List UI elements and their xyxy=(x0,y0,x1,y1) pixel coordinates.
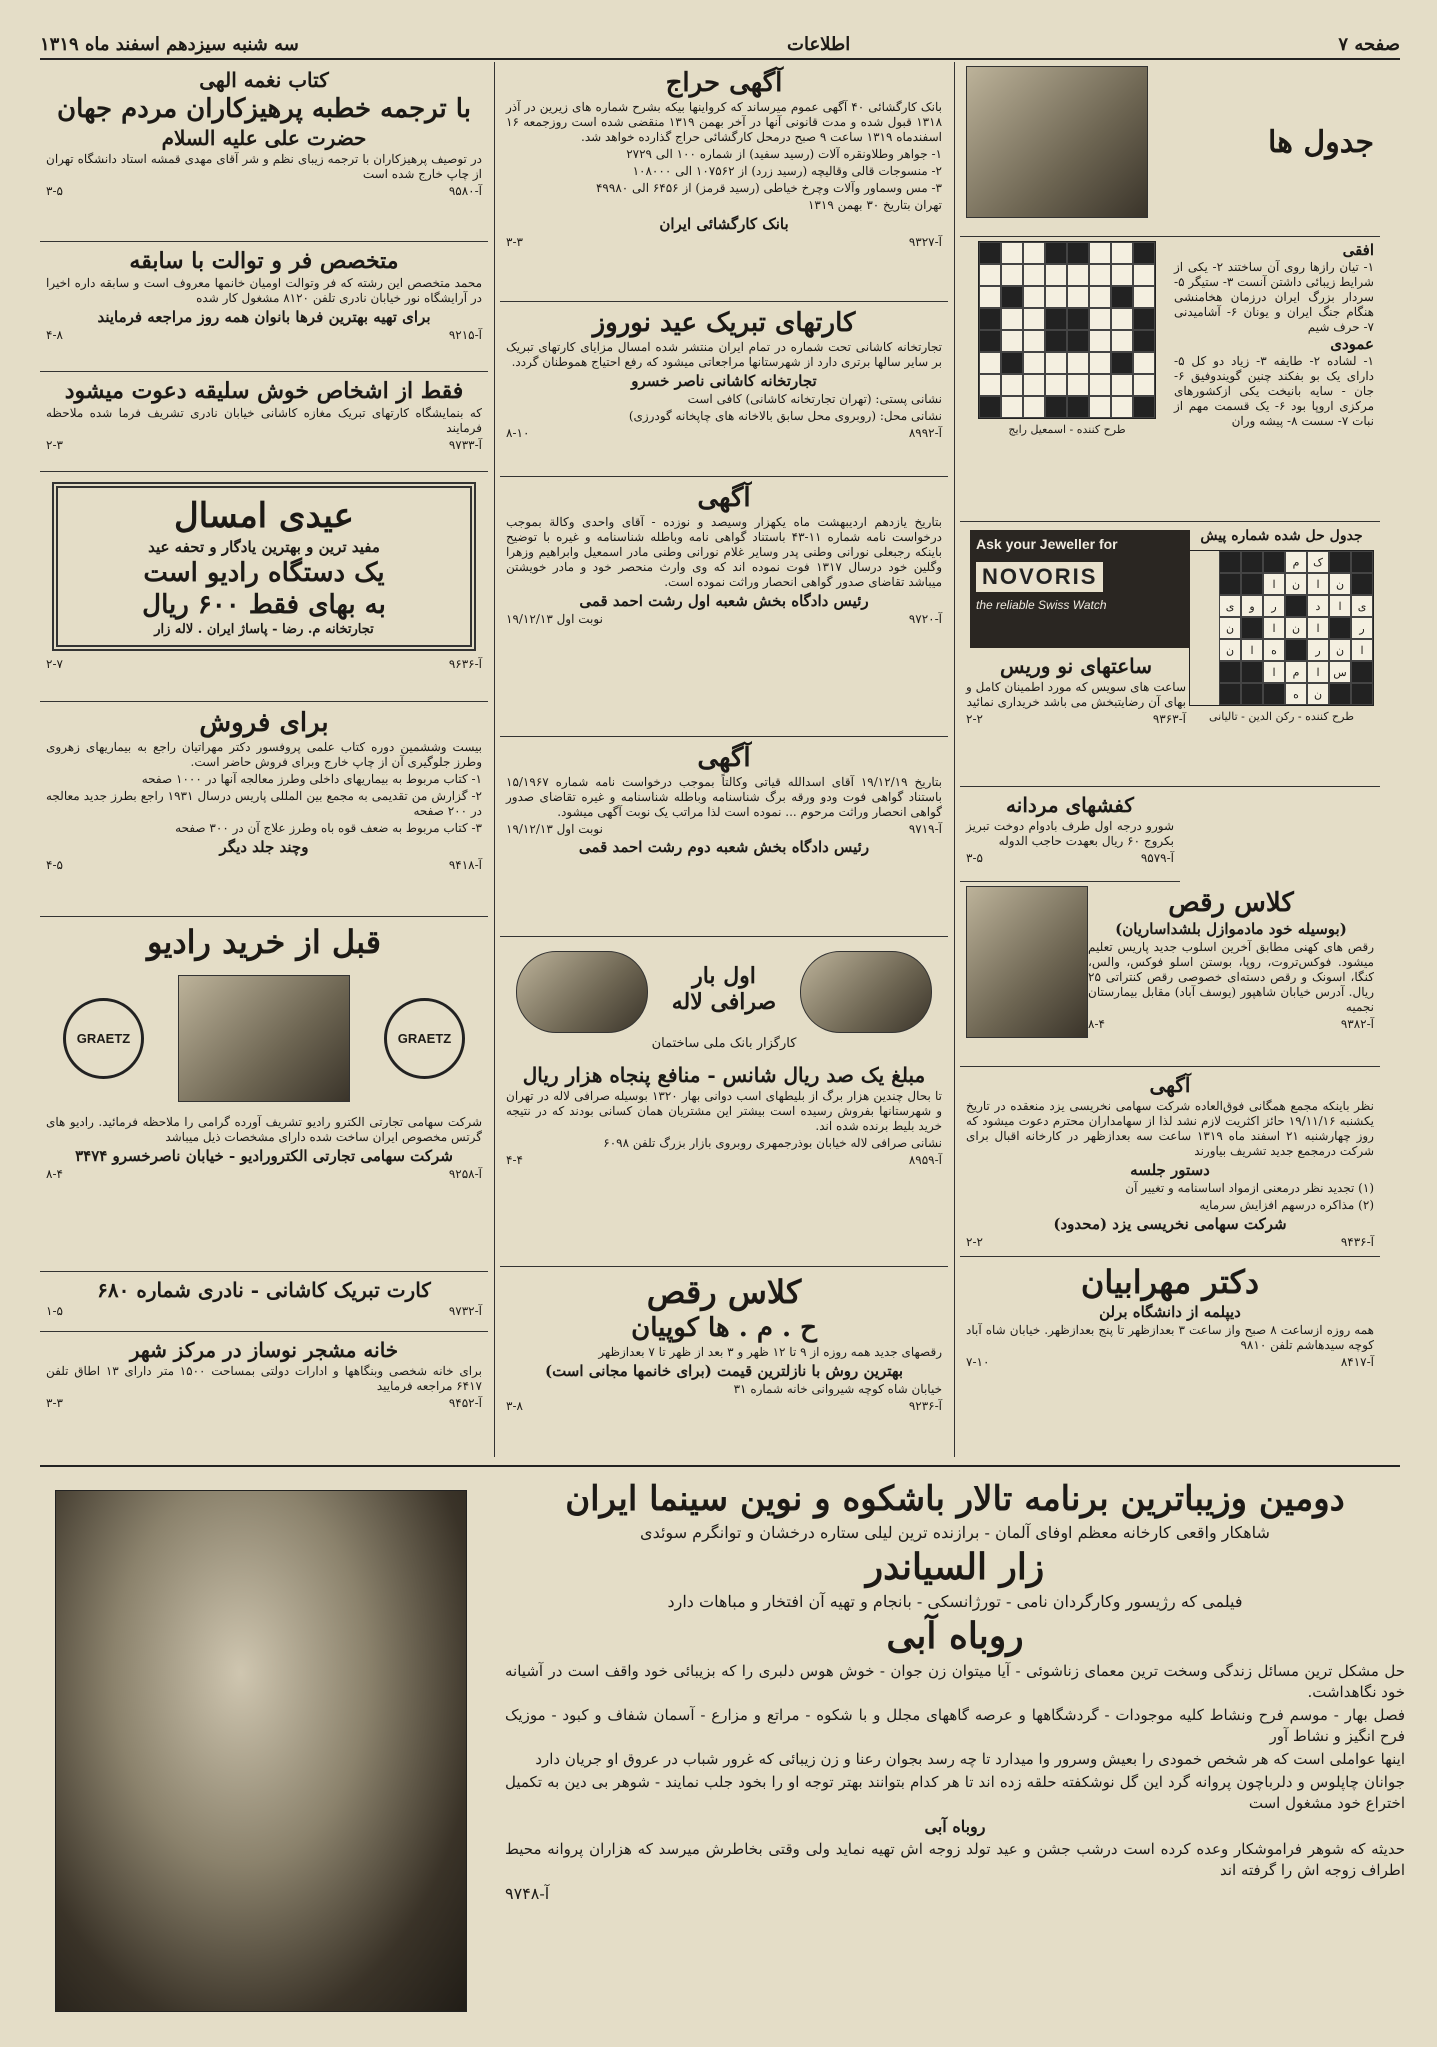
cinema-star: زار السیاندر xyxy=(865,1546,1045,1588)
lottery-text: تا بحال چندین هزار برگ از بلیطهای اسب دوانی بهار ۱۳۲۰ بوسیله صرافی لاله در تهران و شهرستانها بفروش رسیده است بیشتر این مشتریان همان کسانی بودند که در نتیجه خرید بلیط برنده شده اند. xyxy=(506,1089,942,1133)
radio-purchase-text: شرکت سهامی تجارتی الکترو رادیو تشریف آورده گرامی را ملاحظه فرمائید. رادیو های گرتس مخصوص ایران ساخت شده دارای مشخصات ذیل میباشد xyxy=(46,1115,482,1144)
auction-code: آ-۹۳۲۷ xyxy=(908,235,942,249)
dance-illustration xyxy=(966,886,1088,1038)
company-notice-code: آ-۹۴۳۶ xyxy=(1340,1235,1374,1249)
company-notice-item-1: (۱) تجدید نظر درمعنی ازمواد اساسنامه و تغییر آن xyxy=(1125,1181,1374,1195)
crossword-illustration xyxy=(966,66,1148,218)
greeting-cards-company: تجارتخانه کاشانی ناصر خسرو xyxy=(631,372,817,390)
crossword-vertical-clues: ۱- لشاده ۲- طایفه ۳- زیاد دو کل ۵- دارای یک بو بفکند چنین گویندوفیق ۶- جان - سایه بانیخت یکی ازکشورهای مرکزی اروپا بود ۶- یک قسمت مهم از نبات ۷- سست ۸- پیشه وران xyxy=(1174,354,1374,428)
dance-ad xyxy=(960,882,1380,1067)
book-title: کتاب نغمه الهی xyxy=(199,68,329,92)
radio-gift-ad xyxy=(40,472,488,702)
watch-ask-text: Ask your Jeweller for xyxy=(976,536,1118,552)
radio-purchase-num: ۸-۴ xyxy=(46,1167,63,1181)
hairdresser-text: محمد متخصص این رشته که فر وتوالت اومیان خانمها معروف است و سابقه داره اخیرا در آرایشگاه نور خیابان نادری تلفن ۸۱۲۰ مشغول کار شده xyxy=(46,276,482,305)
legal-notice-2-text: بتاریخ ۱۹/۱۲/۱۹ آقای اسدالله قیاتی وکالتاً بموجب درخواست نامه شماره ۱۵/۱۹۶۷ باستناد گواهی فوت ودو ورقه برگ شناسنامه وباطله شناسنامه و غیره تقاضای صدور گواهی انحصار وراثت مرحوم ... نموده است لذا مراتب یک نوبت آگهی میشود. xyxy=(506,775,942,819)
lottery-banner xyxy=(506,941,942,1061)
crossword-title: جدول ها xyxy=(1268,124,1374,160)
crossword-puzzle xyxy=(960,237,1380,522)
for-sale-item-1: ۱- کتاب مربوط به بیماریهای داخلی وطرز معالجه آنها در ۱۰۰۰ صفحه xyxy=(141,772,482,786)
dance-class-code: آ-۹۲۳۶ xyxy=(908,1399,942,1413)
dance-class-ad xyxy=(500,1267,948,1447)
column-right xyxy=(960,62,1380,1457)
dance-class-special: بهترین روش با نازلترین قیمت (برای خانمها مجانی است) xyxy=(544,1362,903,1380)
header-paper-name: اطلاعات xyxy=(787,33,851,55)
dance-class-address: خیابان شاه کوچه شیروانی خانه شماره ۳۱ xyxy=(733,1382,942,1396)
radio-purchase-code: آ-۹۲۵۸ xyxy=(448,1167,482,1181)
cinema-ad xyxy=(505,1475,1405,2020)
invitation-ad xyxy=(40,372,488,472)
greeting-cards-ad xyxy=(500,302,948,477)
watch-slogan: the reliable Swiss Watch xyxy=(976,598,1107,612)
radio-set-illustration xyxy=(178,975,350,1102)
company-notice-agenda: دستور جلسه xyxy=(1130,1161,1210,1179)
radio-gift-num: ۲-۷ xyxy=(46,657,63,671)
radio-gift-subtitle: مفید ترین و بهترین یادگار و تحفه عید xyxy=(148,538,380,556)
crossword-designer: طرح کننده - اسمعیل رایج xyxy=(1008,423,1126,436)
shoes-num: ۳-۵ xyxy=(966,851,983,865)
doctor-title: دکتر مهرابیان xyxy=(1080,1263,1260,1301)
watch-code: آ-۹۳۶۳ xyxy=(1152,712,1186,726)
company-notice-item-2: (۲) مذاکره درسهم افزایش سرمایه xyxy=(1199,1198,1374,1212)
invitation-num: ۲-۳ xyxy=(46,438,63,452)
book-num: ۳-۵ xyxy=(46,184,63,198)
legal-notice-1-code: آ-۹۷۲۰ xyxy=(908,612,942,626)
for-sale-ad xyxy=(40,702,488,917)
legal-notice-2-date: نوبت اول ۱۹/۱۲/۱۳ xyxy=(506,822,603,836)
dance-text: رقص های کهنی مطابق آخرین اسلوب جدید پاریس تعلیم میشود. فوکس‌تروت، روپا، بوستن اسلو فوکس، والس، کنگا، اسونک و رقص دسته‌ای خصوصی رقص کنتراتی ۲۵ ریال. آدرس خیابان شاهپور (یوسف آباد) مقابل بیمارستان نجمیه xyxy=(1088,940,1374,1014)
kashani-card-code: آ-۹۷۳۲ xyxy=(448,1304,482,1318)
book-code: آ-۹۵۸۰ xyxy=(448,184,482,198)
radio-gift-title: عیدی امسال xyxy=(174,496,354,536)
legal-notice-2-signature: رئیس دادگاه بخش شعبه دوم رشت احمد قمی xyxy=(578,838,870,856)
lottery-num: ۴-۴ xyxy=(506,1153,523,1167)
radio-purchase-company: شرکت سهامی تجارتی الکترورادیو - خیابان ناصرخسرو ۳۴۷۴ xyxy=(75,1147,453,1165)
invitation-title: فقط از اشخاص خوش سلیقه دعوت میشود xyxy=(64,378,464,404)
doctor-subtitle: دیپلمه از دانشگاه برلن xyxy=(1099,1303,1241,1321)
for-sale-item-3: ۳- کتاب مربوط به ضعف قوه باه وطرز علاج آن در ۳۰۰ صفحه xyxy=(175,821,482,835)
for-sale-num: ۴-۵ xyxy=(46,858,63,872)
cinema-paragraph-5: حدیثه که شوهر فراموشکار وعده کرده است درشب جشن و عید تولد زوجه اش تهیه نماید ولی وقتی بخاطرش میرسد که هزاران پروانه محیط اطراف زوجه اش را گرفته اند xyxy=(505,1840,1405,1879)
hand-left-illustration xyxy=(516,951,648,1033)
greeting-cards-num: ۸-۱۰ xyxy=(506,426,530,440)
legal-notice-2-title: آگهی xyxy=(697,743,751,773)
hairdresser-cta: برای تهیه بهترین فرها بانوان همه روز مراجعه فرمایند xyxy=(97,308,431,326)
cinema-paragraph-3: اینها عواملی است که هر شخص خمودی را بعیش وسرور وا میدارد تا چه رسد بجوان رعنا و زن زیبائی که غرور شباب در عروق او جریان دارد xyxy=(535,1750,1405,1768)
lottery-address: نشانی صرافی لاله خیابان بوذرجمهری روبروی بازار بزرگ تلفن ۶۰۹۸ xyxy=(603,1136,942,1150)
doctor-num: ۷-۱۰ xyxy=(966,1355,990,1369)
solution-and-watch-row xyxy=(960,522,1380,787)
cinema-code: آ-۹۷۴۸ xyxy=(505,1884,550,1903)
cinema-paragraph-1: حل مشکل ترین مسائل زندگی وسخت ترین معمای زناشوئی - آیا میتوان زن جوان - خوش هوس دلبری را که بزیبائی خود واقف است در آشیانه خود نگاهداشت. xyxy=(505,1662,1405,1701)
graetz-logo-right: GRAETZ xyxy=(384,998,465,1079)
graetz-logo-left: GRAETZ xyxy=(63,998,144,1079)
watch-title: ساعتهای نو وریس xyxy=(1000,654,1152,678)
greeting-cards-address-1: نشانی پستی: (تهران تجارتخانه کاشانی) کافی است xyxy=(687,392,942,406)
kashani-card-ad xyxy=(40,1272,488,1332)
header-page-label: صفحه ۷ xyxy=(1338,33,1400,55)
radio-gift-price: به بهای فقط ۶۰۰ ریال xyxy=(142,590,386,620)
house-code: آ-۹۴۵۲ xyxy=(448,1396,482,1410)
for-sale-extra: وچند جلد دیگر xyxy=(219,838,309,856)
auction-title: آگهی حراج xyxy=(665,68,783,98)
column-rule xyxy=(494,62,495,1457)
radio-gift-code: آ-۹۶۳۶ xyxy=(448,657,482,671)
watch-brand: NOVORIS xyxy=(976,562,1103,592)
for-sale-title: برای فروش xyxy=(199,708,329,738)
house-title: خانه مشجر نوساز در مرکز شهر xyxy=(129,1338,399,1362)
lottery-subheading: کارگزار بانک ملی ساختمان xyxy=(651,1036,797,1051)
dance-title: کلاس رقص xyxy=(1168,888,1294,918)
invitation-code: آ-۹۷۳۳ xyxy=(448,438,482,452)
column-rule xyxy=(954,62,955,1457)
shoes-code: آ-۹۵۷۹ xyxy=(1140,851,1174,865)
cinema-subheading: روباه آبی xyxy=(924,1817,986,1836)
auction-ad xyxy=(500,62,948,302)
doctor-code: آ-۸۴۱۷ xyxy=(1340,1355,1374,1369)
header-date: سه شنبه سیزدهم اسفند ماه ۱۳۱۹ xyxy=(40,33,299,55)
crossword-header xyxy=(960,62,1380,237)
cinema-paragraph-2: فصل بهار - موسم فرح ونشاط کلیه موجودات - گردشگاهها و عرصه گاههای مجلل و با شکوه - مراتع و مزارع - آسمان شفاف و کبود - موزیک فرح انگیز و نشاط آور xyxy=(505,1706,1405,1745)
cinema-line-1: شاهکار واقعی کارخانه معظم اوفای آلمان - برازنده ترین لیلی ستاره درخشان و توانگرم سوئدی xyxy=(640,1523,1270,1542)
legal-notice-1 xyxy=(500,477,948,737)
dance-class-name: ح . م . ها کوپیان xyxy=(631,1313,817,1343)
auction-text: بانک کارگشائی ۴۰ آگهی عموم میرساند که کرواینها بیکه بشرح شماره های زیرین در آذر ۱۳۱۸ قبول شده و مدت قانونی آنها در آخر بهمن ۱۳۱۹ منقضی شده است روزجمعه ۱۶ اسفندماه ۱۳۱۹ ساعت ۹ صبح درمحل کارگشائی حراج گذارده خواهد شد. xyxy=(506,100,943,144)
auction-signature: بانک کارگشائی ایران xyxy=(659,215,789,233)
legal-notice-1-title: آگهی xyxy=(697,483,751,513)
actress-photo xyxy=(55,1490,467,2012)
house-ad xyxy=(40,1332,488,1432)
radio-purchase-ad xyxy=(40,917,488,1272)
dance-num: ۸-۴ xyxy=(1088,1017,1105,1031)
kashani-card-title: کارت تبریک کاشانی - نادری شماره ۶۸۰ xyxy=(97,1278,431,1302)
book-text: در توصیف پرهیزکاران با ترجمه زیبای نظم و شر آقای مهدی قمشه استاد دانشگاه تهران از چاپ خارج شده است xyxy=(46,152,482,181)
greeting-cards-title: کارتهای تبریک عید نوروز xyxy=(592,308,856,338)
company-notice xyxy=(960,1067,1380,1257)
dance-class-text: رقصهای جدید همه روزه از ۹ تا ۱۲ ظهر و ۳ بعد از ظهر تا ۷ بعدازظهر xyxy=(598,1345,942,1359)
radio-gift-shop: تجارتخانه م. رضا - پاساژ ایران . لاله زار xyxy=(154,622,374,637)
auction-num: ۳-۳ xyxy=(506,235,523,249)
hairdresser-code: آ-۹۲۱۵ xyxy=(448,328,482,342)
cinema-line-2: فیلمی که رژیسور وکارگردان نامی - تورژانسکی - بانجام و تهیه آن افتخار و مباهات دارد xyxy=(667,1592,1243,1611)
dance-class-title: کلاس رقص xyxy=(646,1273,802,1311)
legal-notice-2 xyxy=(500,737,948,937)
crossword-horizontal-clues: ۱- تیان رازها روی آن ساختند ۲- یکی از شرایط زیبائی داشتن آنست ۳- ستیگر ۵- سردار بزرگ ایران درزمان هخامنشی هنگام جنگ ایران و یونان ۶- آشامیدنی ۷- حرف شیم xyxy=(1174,260,1375,334)
company-notice-num: ۲-۲ xyxy=(966,1235,983,1249)
house-num: ۳-۳ xyxy=(46,1396,63,1410)
company-notice-text: نظر باینکه مجمع همگانی فوق‌العاده شرکت سهامی نخریسی یزد منعقده در تاریخ یکشنبه ۱۹/۱۱/۱۶ حائز اکثریت لازم نشد لذا از سهامداران محترم دعوت میشود که روز چهارشنبه ۲۱ اسفند ماه ۱۳۱۹ ساعت سه بعدازظهر در کارخانه اقبال برای شرکت درمجمع جدید تشریف بیاورند xyxy=(966,1099,1374,1158)
solution-grid: ک م ن ا ن ا ی ا د ر و ی ر ا ن ا ن ا ن ر ه ا ن س ا م ا ن ه xyxy=(1189,550,1374,706)
crossword-horizontal-heading: افقی xyxy=(1342,241,1374,259)
auction-item-1: ۱- جواهر وطلاونقره آلات (رسید سفید) از شماره ۱۰۰ الی ۲۷۲۹ xyxy=(626,147,942,161)
radio-purchase-title: قبل از خرید رادیو xyxy=(146,923,382,961)
legal-notice-1-text: بتاریخ یازدهم اردیبهشت ماه یکهزار وسیصد و نوزده - آقای واحدی وکالة بموجب درخواست نامه شماره ۱۱-۴۳ باستناد گواهی نامه وباطله شناسنامه و غیره با توضیح باینکه رجبعلی نورانی وطنی پدر وسایر غلام نورانی وطنی مادر اسمعیل وابراهیم وزهرا وگلین خود درسال ۱۳۱۷ فوت نموده اند که وی وارث منحصر خود و مادر خویشتن میباشد تقاضای صدور گواهی انحصار وراثت نموده است. xyxy=(506,515,943,589)
doctor-ad xyxy=(960,1257,1380,1377)
column-middle xyxy=(500,62,948,1457)
solution-title: جدول حل شده شماره پیش xyxy=(1200,528,1363,544)
page-header xyxy=(40,30,1400,60)
for-sale-item-2: ۲- گزارش من تقدیمی به مجمع بین المللی پاریس درسال ۱۹۳۱ راجع بطرز جدید معالجه در ۲۰۰ صفحه xyxy=(46,789,482,818)
radio-gift-frame xyxy=(52,482,476,651)
solution-designer: طرح کننده - رکن الدین - تالیانی xyxy=(1209,710,1354,723)
auction-item-3: ۳- مس وسماور وآلات وچرخ خیاطی (رسید قرمز) از ۶۴۵۶ الی ۴۹۹۸۰ xyxy=(595,181,942,195)
greeting-cards-code: آ-۸۹۹۲ xyxy=(908,426,942,440)
hairdresser-num: ۴-۸ xyxy=(46,328,63,342)
crossword-grid xyxy=(978,241,1156,419)
auction-date: تهران بتاریخ ۳۰ بهمن ۱۳۱۹ xyxy=(807,198,942,212)
dance-subtitle: (بوسیله خود مادموازل بلشداساریان) xyxy=(1115,920,1347,938)
radio-gift-headline: یک دستگاه رادیو است xyxy=(143,558,385,588)
crossword-vertical-heading: عمودی xyxy=(1330,335,1374,353)
shoes-title: کفشهای مردانه xyxy=(1006,793,1134,817)
shoes-text: شورو درجه اول طرف بادوام دوخت تبریز بکروج ۶۰ ریال بعهدت حاجب الدوله xyxy=(966,819,1174,848)
dance-code: آ-۹۳۸۲ xyxy=(1340,1017,1374,1031)
cinema-paragraph-4: جوانان چاپلوس و دلرباچون پروانه گرد این گل نوشکفته حلقه زده اند تا هر کدام بتوانند بهتر توجه او را بخود جلب نمایند - شوهر بی دین به تکمیل اختراع خود مشغول است xyxy=(505,1773,1405,1812)
doctor-text: همه روزه ازساعت ۸ صبح واز ساعت ۳ بعدازظهر تا پنج بعدازظهر. خیابان شاه آباد کوچه سیدهاشم تلفن ۹۸۱۰ xyxy=(966,1323,1374,1352)
book-ad xyxy=(40,62,488,242)
invitation-text: که بنمایشگاه کارتهای تبریک مغازه کاشانی خیابان نادری تشریف فرما شده ملاحظه فرمایند xyxy=(46,406,482,435)
for-sale-text: بیست وششمین دوره کتاب علمی پروفسور دکتر مهراتیان راجع به بیماریهای زهروی وطرز جلوگیری آن از چاپ خارج وبرای فروش حاضر است. xyxy=(46,740,482,769)
book-subtitle: با ترجمه خطبه پرهیزکاران مردم جهان xyxy=(57,94,471,124)
auction-item-2: ۲- منسوجات قالی وقالیچه (رسید زرد) از ۱۰۷۵۶۲ الی ۱۰۸۰۰۰ xyxy=(632,164,942,178)
watch-ad xyxy=(966,526,1186,726)
lottery-heading: اول بار صرافی لاله xyxy=(671,963,777,1015)
greeting-cards-address-2: نشانی محل: (روبروی محل سابق بالاخانه های چاپخانه گودرزی) xyxy=(628,409,942,423)
watch-text: ساعت های سویس که مورد اطمینان کامل و بهای آن رضایتبخش می باشد خریداری نمائید xyxy=(966,680,1186,709)
novoris-logo xyxy=(970,530,1190,648)
legal-notice-1-signature: رئیس دادگاه بخش شعبه اول رشت احمد قمی xyxy=(579,592,869,610)
house-text: برای خانه شخصی وبنگاهها و ادارات دولتی بمساحت ۱۵۰۰ متر دارای ۱۳ اطاق تلفن ۶۴۱۷ مراجعه فرمایید xyxy=(46,1364,483,1393)
book-author: حضرت علی علیه السلام xyxy=(161,126,367,150)
lottery-code: آ-۸۹۵۹ xyxy=(908,1153,942,1167)
kashani-card-num: ۱-۵ xyxy=(46,1304,63,1318)
column-left xyxy=(40,62,488,1457)
radio-illustrations xyxy=(46,963,482,1113)
for-sale-code: آ-۹۴۱۸ xyxy=(448,858,482,872)
hairdresser-title: متخصص فر و توالت با سابقه xyxy=(129,248,399,274)
company-notice-signature: شرکت سهامی نخریسی یزد (محدود) xyxy=(1053,1215,1287,1233)
watch-num: ۲-۲ xyxy=(966,712,983,726)
lottery-slogan: مبلغ یک صد ریال شانس - منافع پنجاه هزار ریال xyxy=(522,1063,926,1087)
lottery-ad xyxy=(500,937,948,1267)
cinema-title: دومین وزیباترین برنامه تالار باشکوه و نوین سینما ایران xyxy=(565,1479,1345,1519)
shoes-ad xyxy=(960,787,1180,882)
greeting-cards-text: تجارتخانه کاشانی تحت شماره در تمام ایران منتشر شده امسال مزایای کارتهای تبریک بر سایر سالها برتری دارد از شهرستانها مراجعاتی میشود که رفع احتیاج هموطنان گردد. xyxy=(506,340,942,369)
solution-block xyxy=(1189,526,1374,723)
company-notice-title: آگهی xyxy=(1149,1073,1191,1097)
hand-right-illustration xyxy=(800,951,932,1033)
legal-notice-1-date: نوبت اول ۱۹/۱۲/۱۳ xyxy=(506,612,603,626)
cinema-film-title: روباه آبی xyxy=(886,1615,1024,1657)
dance-class-num: ۳-۸ xyxy=(506,1399,523,1413)
hairdresser-ad xyxy=(40,242,488,372)
legal-notice-2-code: آ-۹۷۱۹ xyxy=(908,822,942,836)
